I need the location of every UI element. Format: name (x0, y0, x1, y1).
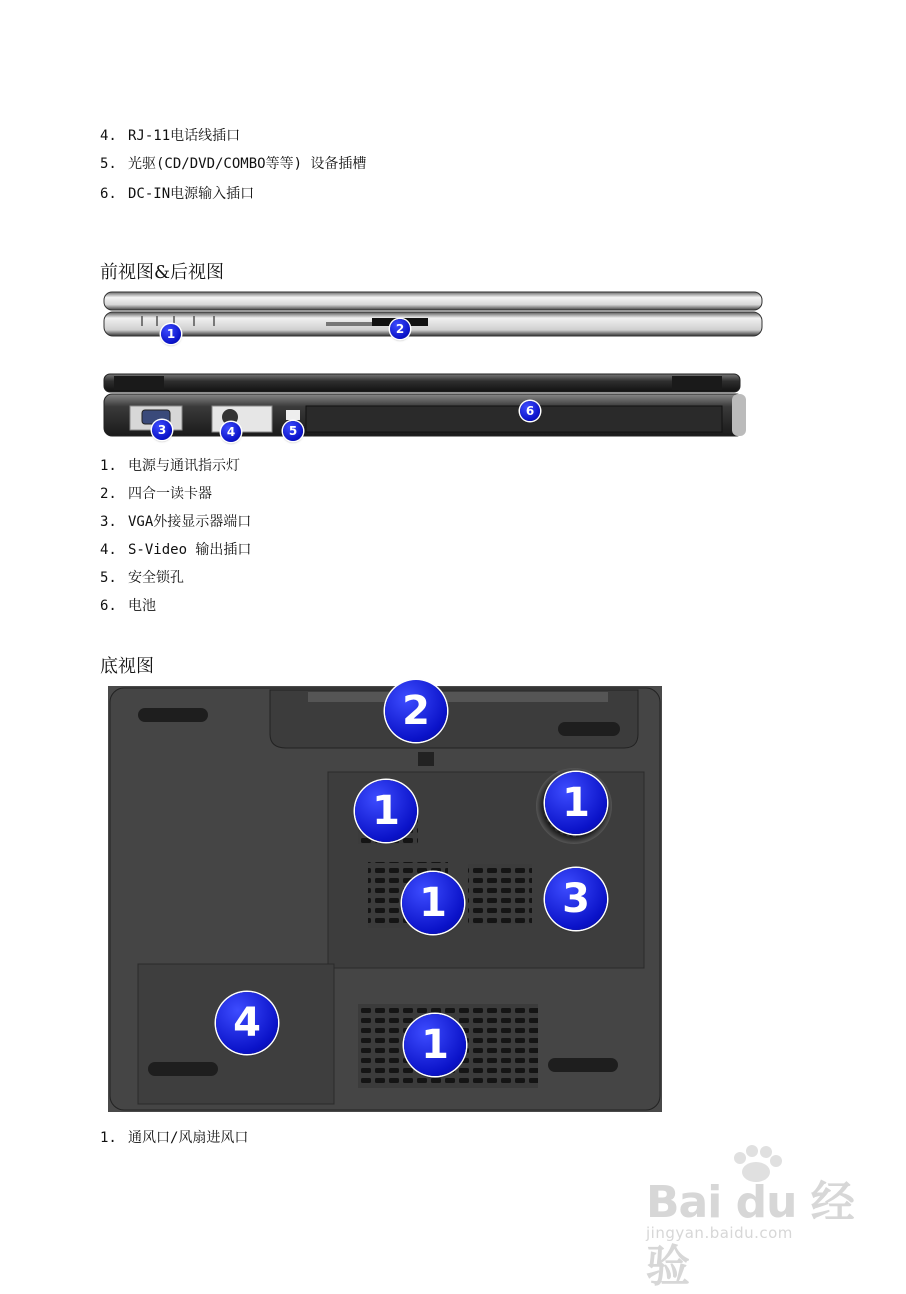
laptop-front-illustration (102, 290, 764, 340)
callout-badge: 1 (545, 772, 607, 834)
callout-badge: 1 (161, 324, 181, 344)
list-item-text: 通风口/风扇进风口 (128, 1130, 249, 1146)
list-item: 4. RJ-11电话线插口 (100, 128, 241, 144)
callout-badge: 2 (385, 680, 447, 742)
laptop-front-view-image (102, 290, 764, 340)
callout-badge: 2 (390, 319, 410, 339)
list-item-text: 电池 (128, 598, 156, 614)
list-item: 5. 光驱(CD/DVD/COMBO等等) 设备插槽 (100, 156, 367, 172)
watermark-logo-text: Bai du 经验 (646, 1177, 854, 1292)
list-item-text: 电源与通讯指示灯 (128, 458, 240, 474)
list-item: 6. DC-IN电源输入插口 (100, 186, 255, 202)
list-item: 6. 电池 (100, 598, 156, 614)
callout-badge: 5 (283, 421, 303, 441)
list-item-text: 光驱(CD/DVD/COMBO等等) 设备插槽 (128, 156, 367, 172)
list-item: 3. VGA外接显示器端口 (100, 514, 252, 530)
callout-badge: 4 (216, 992, 278, 1054)
list-item: 4. S-Video 输出插口 (100, 542, 252, 558)
callout-badge: 1 (355, 780, 417, 842)
list-item: 1. 通风口/风扇进风口 (100, 1130, 249, 1146)
list-item-text: 安全锁孔 (128, 570, 184, 586)
callout-badge: 1 (404, 1014, 466, 1076)
baidu-jingyan-watermark (640, 1140, 870, 1292)
laptop-rear-view-image (102, 370, 747, 438)
list-item: 2. 四合一读卡器 (100, 486, 212, 502)
list-item-text: S-Video 输出插口 (128, 542, 252, 558)
section-heading-front-back: 前视图&后视图 (100, 262, 225, 283)
callout-badge: 4 (221, 422, 241, 442)
callout-badge: 3 (152, 420, 172, 440)
laptop-rear-illustration (102, 370, 747, 438)
callout-badge: 6 (520, 401, 540, 421)
list-item: 1. 电源与通讯指示灯 (100, 458, 240, 474)
list-item-text: VGA外接显示器端口 (128, 514, 252, 530)
list-item-text: DC-IN电源输入插口 (128, 186, 255, 202)
watermark-url: jingyan.baidu.com (646, 1224, 793, 1242)
callout-badge: 1 (402, 872, 464, 934)
callout-badge: 3 (545, 868, 607, 930)
laptop-bottom-view-image (108, 686, 662, 1112)
list-item: 5. 安全锁孔 (100, 570, 184, 586)
section-heading-bottom: 底视图 (100, 656, 154, 677)
list-item-text: RJ-11电话线插口 (128, 128, 241, 144)
list-item-text: 四合一读卡器 (128, 486, 212, 502)
